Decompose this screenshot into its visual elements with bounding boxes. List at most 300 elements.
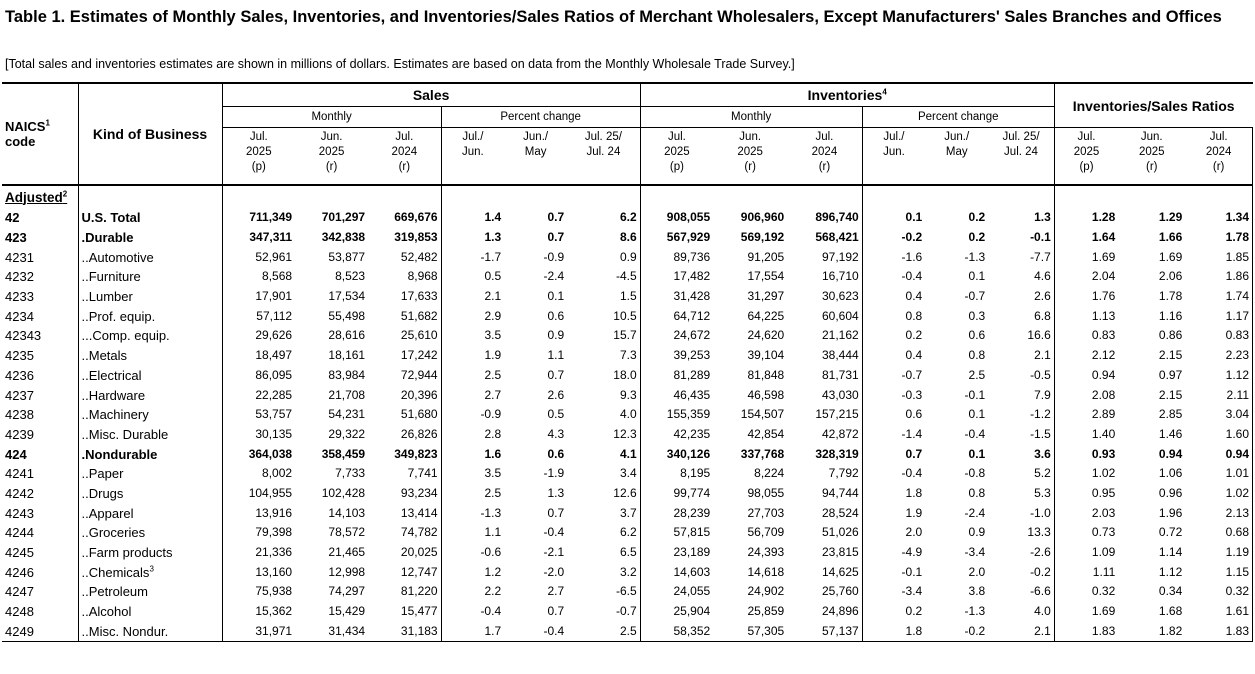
value-cell: 24,902 (747, 584, 785, 599)
value-cell: 53,877 (328, 249, 366, 264)
value-cell: 1.82 (1118, 621, 1185, 641)
value-cell: 39,253 (640, 346, 713, 366)
value-cell: 0.7 (547, 230, 565, 245)
value-cell: 669,676 (394, 210, 438, 225)
value-cell: 1.40 (1054, 425, 1118, 445)
value-cell: 1.78 (1185, 228, 1252, 248)
value-cell: 46,435 (640, 385, 713, 405)
value-cell: 0.6 (547, 308, 565, 323)
value-cell: 13,916 (222, 503, 295, 523)
column-header: Jun. 2025 (r) (1118, 128, 1185, 186)
value-cell: 42,235 (640, 425, 713, 445)
value-cell: 25,760 (822, 584, 859, 599)
table-header (2, 83, 1253, 185)
kind-of-business: ..Automotive (78, 247, 222, 267)
value-cell: 12.3 (613, 426, 637, 441)
table-row (2, 228, 1253, 248)
value-cell: 25,859 (747, 604, 785, 619)
inventories-percent-change-header: Percent change (862, 107, 1054, 128)
kind-of-business: ..Hardware (78, 385, 222, 405)
value-cell: -0.1 (862, 562, 925, 582)
table-row (2, 208, 1253, 228)
value-cell: 0.2 (862, 326, 925, 346)
value-cell: -0.4 (504, 621, 567, 641)
value-cell: 8,968 (407, 269, 438, 284)
value-cell: 98,055 (747, 485, 785, 500)
value-cell: 157,215 (815, 407, 859, 422)
value-cell: 97,192 (822, 249, 859, 264)
naics-header: NAICS$^1$ code (2, 83, 78, 185)
value-cell: 0.1 (968, 269, 986, 284)
value-cell: 1.64 (1054, 228, 1118, 248)
value-cell: 81,731 (822, 367, 859, 382)
value-cell: -7.7 (1030, 249, 1051, 264)
value-cell: 0.8 (968, 485, 986, 500)
value-cell: 15,429 (328, 604, 366, 619)
value-cell: 1.19 (1185, 543, 1252, 563)
value-cell: 17,534 (328, 289, 366, 304)
value-cell: 0.3 (968, 308, 986, 323)
value-cell: 12.6 (613, 485, 637, 500)
column-header: Jul./ Jun. (862, 128, 925, 186)
kind-of-business: ..Misc. Nondur. (78, 621, 222, 641)
value-cell: 0.2 (968, 230, 986, 245)
naics-code: 42343 (5, 328, 42, 344)
value-cell: 0.68 (1185, 523, 1252, 543)
value-cell: 0.1 (862, 208, 925, 228)
value-cell: 2.15 (1158, 348, 1183, 363)
value-cell: 2.06 (1158, 269, 1183, 284)
kind-of-business: ..Apparel (78, 503, 222, 523)
value-cell: 16.6 (1027, 328, 1051, 343)
value-cell: 79,398 (222, 523, 295, 543)
value-cell: 0.2 (862, 602, 925, 622)
kind-of-business: .Durable (78, 228, 222, 248)
value-cell: 20,025 (400, 545, 438, 560)
value-cell: 58,352 (640, 621, 713, 641)
naics-code: 4241 (5, 466, 34, 482)
value-cell: 3.7 (619, 505, 637, 520)
value-cell: 1.1 (547, 348, 565, 363)
value-cell: 1.3 (1034, 210, 1051, 225)
value-cell: 2.23 (1185, 346, 1252, 366)
value-cell: -3.4 (862, 582, 925, 602)
value-cell: 1.66 (1158, 230, 1183, 245)
value-cell: 358,459 (321, 446, 366, 461)
kind-of-business: ...Comp. equip. (78, 326, 222, 346)
value-cell: 6.8 (1034, 308, 1051, 323)
kind-of-business: ..Prof. equip. (78, 306, 222, 326)
value-cell: 0.83 (1054, 326, 1118, 346)
value-cell: 2.1 (1034, 348, 1051, 363)
value-cell: 0.7 (547, 210, 565, 225)
value-cell: 1.69 (1054, 247, 1118, 267)
table-row (2, 582, 1253, 602)
value-cell: 21,465 (328, 545, 366, 560)
value-cell: -0.7 (964, 289, 986, 304)
value-cell: 3.2 (619, 564, 637, 579)
sales-percent-change-header: Percent change (441, 107, 640, 128)
kind-of-business: .Nondurable (78, 444, 222, 464)
column-header: Jul. 2025 (p) (1054, 128, 1118, 186)
value-cell: 64,225 (747, 308, 785, 323)
value-cell: 1.86 (1185, 267, 1252, 287)
value-cell: 1.01 (1185, 464, 1252, 484)
value-cell: 1.02 (1185, 484, 1252, 504)
value-cell: 0.83 (1185, 326, 1252, 346)
value-cell: 28,616 (328, 328, 366, 343)
value-cell: 2.2 (441, 582, 504, 602)
value-cell: 0.94 (1158, 446, 1183, 461)
value-cell: 81,289 (640, 366, 713, 386)
value-cell: 24,672 (640, 326, 713, 346)
table-row (2, 366, 1253, 386)
value-cell: 569,192 (740, 230, 785, 245)
value-cell: 328,319 (815, 446, 859, 461)
value-cell: 0.5 (547, 407, 565, 422)
value-cell: 4.6 (1034, 269, 1051, 284)
kind-of-business: ..Lumber (78, 287, 222, 307)
value-cell: 15,477 (400, 604, 438, 619)
value-cell: 1.09 (1054, 543, 1118, 563)
naics-code: 423 (5, 230, 27, 246)
value-cell: 17,901 (222, 287, 295, 307)
value-cell: 2.1 (441, 287, 504, 307)
value-cell: 13,160 (222, 562, 295, 582)
naics-code: 4232 (5, 269, 34, 285)
naics-code: 4247 (5, 584, 34, 600)
value-cell: 154,507 (740, 407, 785, 422)
naics-code: 4244 (5, 525, 34, 541)
value-cell: 7,733 (335, 466, 366, 481)
value-cell: 4.0 (1034, 604, 1051, 619)
value-cell: 3.6 (1034, 446, 1051, 461)
value-cell: 42,854 (747, 426, 785, 441)
column-header: Jun. 2025 (r) (295, 128, 368, 186)
value-cell: 83,984 (328, 367, 366, 382)
table-row (2, 385, 1253, 405)
kind-of-business: ..Metals (78, 346, 222, 366)
value-cell: 54,231 (328, 407, 366, 422)
value-cell: 7,792 (828, 466, 859, 481)
value-cell: -4.9 (862, 543, 925, 563)
value-cell: 17,242 (400, 348, 438, 363)
value-cell: -0.4 (964, 426, 986, 441)
kind-of-business: ..Chemicals$^3$ (78, 562, 222, 582)
value-cell: 1.78 (1158, 289, 1183, 304)
value-cell: -2.1 (543, 545, 565, 560)
table-row (2, 287, 1253, 307)
value-cell: 15.7 (613, 328, 637, 343)
value-cell: 14,603 (640, 562, 713, 582)
value-cell: -2.0 (543, 564, 565, 579)
value-cell: -0.7 (862, 366, 925, 386)
value-cell: 2.5 (567, 621, 640, 641)
value-cell: 99,774 (640, 484, 713, 504)
value-cell: 102,428 (321, 485, 366, 500)
value-cell: 2.6 (547, 387, 565, 402)
value-cell: 0.72 (1158, 525, 1183, 540)
value-cell: 4.1 (619, 446, 637, 461)
value-cell: 347,311 (222, 228, 295, 248)
value-cell: 25,904 (640, 602, 713, 622)
value-cell: 1.28 (1054, 208, 1118, 228)
inventories-header: Inventories$^4$ (640, 83, 1054, 107)
value-cell: 18,161 (328, 348, 366, 363)
value-cell: 0.86 (1158, 328, 1183, 343)
value-cell: 0.1 (547, 289, 565, 304)
value-cell: 364,038 (222, 444, 295, 464)
value-cell: 60,604 (822, 308, 859, 323)
value-cell: 0.93 (1054, 444, 1118, 464)
kind-of-business: ..Alcohol (78, 602, 222, 622)
adjusted-label: Adjusted$^2$ (2, 185, 78, 208)
value-cell: 1.14 (1158, 545, 1183, 560)
table-row (2, 562, 1253, 582)
value-cell: 1.15 (1185, 562, 1252, 582)
value-cell: 1.96 (1158, 505, 1183, 520)
kind-of-business: ..Drugs (78, 484, 222, 504)
value-cell: 17,554 (747, 269, 785, 284)
value-cell: 31,297 (747, 289, 785, 304)
value-cell: -2.4 (964, 505, 986, 520)
value-cell: -2.6 (1030, 545, 1051, 560)
column-header: Jul. 2024 (r) (1185, 128, 1252, 186)
naics-code: 4239 (5, 426, 34, 442)
value-cell: 104,955 (222, 484, 295, 504)
value-cell: 14,103 (328, 505, 366, 520)
value-cell: 89,736 (640, 247, 713, 267)
value-cell: 2.85 (1158, 407, 1183, 422)
value-cell: 0.4 (862, 287, 925, 307)
value-cell: 13.3 (1027, 525, 1051, 540)
value-cell: 0.6 (547, 446, 565, 461)
value-cell: -0.6 (441, 543, 504, 563)
value-cell: 1.02 (1054, 464, 1118, 484)
value-cell: 2.5 (441, 366, 504, 386)
value-cell: -1.3 (964, 249, 986, 264)
value-cell: -4.5 (615, 269, 637, 284)
value-cell: 74,297 (328, 584, 366, 599)
value-cell: 0.6 (968, 328, 986, 343)
naics-code: 4249 (2, 621, 78, 641)
value-cell: 12,747 (400, 564, 438, 579)
naics-code: 424 (5, 446, 27, 462)
value-cell: 2.5 (441, 484, 504, 504)
kind-of-business: ..Petroleum (78, 582, 222, 602)
value-cell: 27,703 (747, 505, 785, 520)
naics-code: 42 (5, 210, 20, 226)
value-cell: 0.7 (547, 604, 565, 619)
column-header: Jul. 25/ Jul. 24 (988, 128, 1054, 186)
column-header: Jul. 2024 (r) (368, 128, 441, 186)
value-cell: 1.9 (441, 346, 504, 366)
value-cell: 1.13 (1054, 306, 1118, 326)
value-cell: -0.2 (1030, 564, 1051, 579)
value-cell: 7.9 (1034, 387, 1051, 402)
value-cell: 1.3 (441, 228, 504, 248)
naics-code: 4233 (5, 289, 34, 305)
value-cell: 64,712 (640, 306, 713, 326)
column-header: Jun./ May (504, 128, 567, 186)
value-cell: 2.08 (1054, 385, 1118, 405)
value-cell: 1.9 (862, 503, 925, 523)
value-cell: 57,112 (222, 306, 295, 326)
value-cell: 4.0 (619, 407, 637, 422)
value-cell: 57,815 (640, 523, 713, 543)
value-cell: 0.94 (1185, 444, 1252, 464)
value-cell: 2.11 (1185, 385, 1252, 405)
value-cell: 2.89 (1054, 405, 1118, 425)
table-row (2, 306, 1253, 326)
table-row (2, 543, 1253, 563)
naics-code: 4234 (5, 308, 34, 324)
value-cell: 0.8 (862, 306, 925, 326)
value-cell: 93,234 (400, 485, 438, 500)
value-cell: 0.95 (1054, 484, 1118, 504)
value-cell: 24,620 (747, 328, 785, 343)
value-cell: 7,741 (407, 466, 438, 481)
value-cell: 14,618 (747, 564, 785, 579)
value-cell: -0.4 (862, 267, 925, 287)
value-cell: 0.4 (862, 346, 925, 366)
value-cell: 0.96 (1158, 485, 1183, 500)
kind-of-business-header: Kind of Business (78, 83, 222, 185)
value-cell: 0.8 (968, 348, 986, 363)
value-cell: -0.2 (862, 228, 925, 248)
value-cell: 24,393 (747, 545, 785, 560)
column-header: Jul. 2025 (p) (222, 128, 295, 186)
value-cell: 1.2 (441, 562, 504, 582)
column-header: Jul. 2024 (r) (787, 128, 862, 186)
value-cell: 31,428 (640, 287, 713, 307)
table-row (2, 503, 1253, 523)
value-cell: 2.0 (862, 523, 925, 543)
value-cell: 1.83 (1185, 621, 1252, 641)
value-cell: 1.60 (1185, 425, 1252, 445)
value-cell: 91,205 (747, 249, 785, 264)
value-cell: 23,815 (822, 545, 859, 560)
value-cell: -1.5 (1030, 426, 1051, 441)
value-cell: 2.04 (1054, 267, 1118, 287)
table-row (2, 425, 1253, 445)
kind-of-business: ..Machinery (78, 405, 222, 425)
value-cell: 13,414 (400, 505, 438, 520)
naics-code: 4231 (5, 249, 34, 265)
value-cell: -1.9 (543, 466, 565, 481)
value-cell: 0.1 (968, 407, 986, 422)
value-cell: -1.7 (441, 247, 504, 267)
value-cell: 1.11 (1054, 562, 1118, 582)
value-cell: 0.9 (547, 328, 565, 343)
value-cell: 2.6 (1034, 289, 1051, 304)
value-cell: 0.32 (1054, 582, 1118, 602)
table-row (2, 484, 1253, 504)
value-cell: 1.69 (1054, 602, 1118, 622)
value-cell: 0.7 (547, 505, 565, 520)
value-cell: 24,896 (822, 604, 859, 619)
value-cell: 6.2 (619, 525, 637, 540)
value-cell: 2.15 (1158, 387, 1183, 402)
value-cell: -6.6 (1030, 584, 1051, 599)
value-cell: 1.76 (1054, 287, 1118, 307)
value-cell: 3.4 (619, 466, 637, 481)
table-row (2, 405, 1253, 425)
value-cell: 0.5 (441, 267, 504, 287)
naics-code: 4242 (5, 485, 34, 501)
value-cell: 74,782 (400, 525, 438, 540)
value-cell: 8,195 (640, 464, 713, 484)
value-cell: 906,960 (740, 210, 785, 225)
kind-of-business: U.S. Total (78, 208, 222, 228)
value-cell: 15,362 (222, 602, 295, 622)
value-cell: 1.12 (1158, 564, 1183, 579)
value-cell: 2.7 (547, 584, 565, 599)
naics-code: 4238 (5, 407, 34, 423)
value-cell: 1.83 (1054, 621, 1118, 641)
value-cell: 0.2 (968, 210, 986, 225)
value-cell: 1.06 (1158, 466, 1183, 481)
naics-code: 4237 (5, 387, 34, 403)
table-row (2, 267, 1253, 287)
value-cell: 9.3 (619, 387, 637, 402)
value-cell: 72,944 (400, 367, 438, 382)
value-cell: 25,610 (400, 328, 438, 343)
value-cell: -0.7 (615, 604, 637, 619)
value-cell: -0.4 (441, 602, 504, 622)
value-cell: 1.85 (1185, 247, 1252, 267)
value-cell: 568,421 (815, 230, 859, 245)
value-cell: 17,482 (640, 267, 713, 287)
value-cell: -1.3 (964, 604, 986, 619)
value-cell: 2.1 (988, 621, 1054, 641)
value-cell: 51,680 (400, 407, 438, 422)
value-cell: 1.74 (1185, 287, 1252, 307)
naics-code: 4246 (5, 564, 34, 580)
value-cell: 0.34 (1158, 584, 1183, 599)
value-cell: 26,826 (400, 426, 438, 441)
value-cell: 51,026 (822, 525, 859, 540)
value-cell: 5.2 (1034, 466, 1051, 481)
table-title: Table 1. Estimates of Monthly Sales, Inventories, and Inventories/Sales Ratios of Merchant Wholesalers, Except Manufacturers' Sales Branches and Offices (5, 8, 1222, 26)
value-cell: 342,838 (321, 230, 366, 245)
value-cell: -0.4 (543, 525, 565, 540)
value-cell: 8.6 (619, 230, 637, 245)
naics-code: 4236 (5, 367, 34, 383)
kind-of-business: ..Electrical (78, 366, 222, 386)
value-cell: 8,002 (222, 464, 295, 484)
value-cell: 86,095 (222, 366, 295, 386)
value-cell: 319,853 (394, 230, 438, 245)
value-cell: 29,626 (222, 326, 295, 346)
value-cell: 1.7 (441, 621, 504, 641)
value-cell: 1.34 (1185, 208, 1252, 228)
kind-of-business: ..Misc. Durable (78, 425, 222, 445)
value-cell: 57,137 (787, 621, 862, 641)
value-cell: 4.3 (547, 426, 565, 441)
value-cell: 1.5 (619, 289, 637, 304)
value-cell: 567,929 (640, 228, 713, 248)
value-cell: 24,055 (640, 582, 713, 602)
value-cell: 6.5 (619, 545, 637, 560)
value-cell: 1.1 (441, 523, 504, 543)
inventories-monthly-header: Monthly (640, 107, 862, 128)
value-cell: 340,126 (640, 444, 713, 464)
value-cell: 3.5 (441, 464, 504, 484)
sales-header: Sales (222, 83, 640, 107)
value-cell: -0.4 (862, 464, 925, 484)
value-cell: 21,336 (222, 543, 295, 563)
